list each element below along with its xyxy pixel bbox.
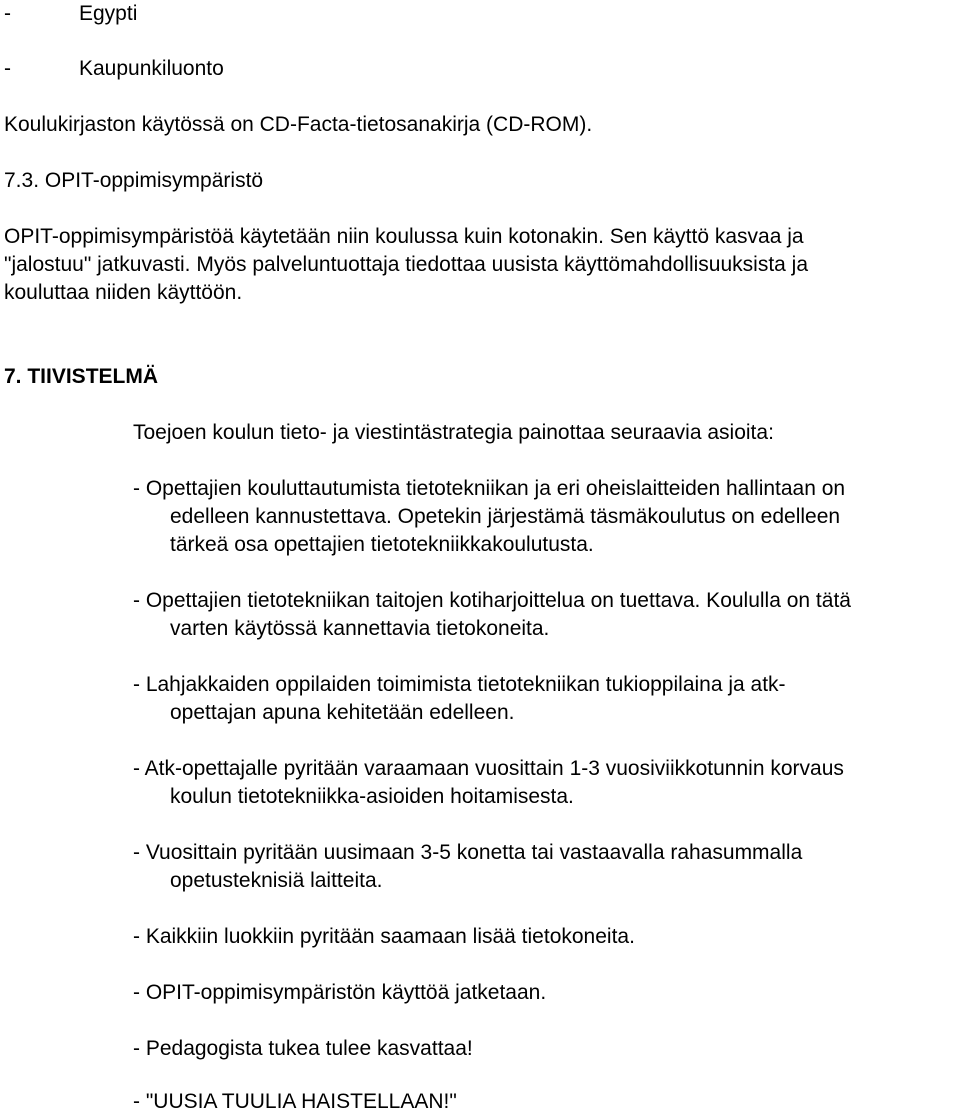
summary-intro: Toejoen koulun tieto- ja viestintästrategia painottaa seuraavia asioita: (133, 421, 774, 444)
summary-item: - Kaikkiin luokkiin pyritään saamaan lisää tietokoneita. (133, 925, 635, 948)
summary-item-cont: opettajan apuna kehitetään edelleen. (170, 701, 515, 724)
summary-item: - Atk-opettajalle pyritään varaamaan vuosittain 1-3 vuosiviikkotunnin korvaus (133, 757, 844, 780)
summary-item-cont: tärkeä osa opettajien tietotekniikkakoulutusta. (170, 533, 594, 556)
paragraph-line: "jalostuu" jatkuvasti. Myös palveluntuottaja tiedottaa uusista käyttömahdollisuuksista ja (4, 253, 809, 276)
summary-item-cont: koulun tietotekniikka-asioiden hoitamisesta. (170, 785, 574, 808)
section-heading-opit: 7.3. OPIT-oppimisympäristö (4, 169, 264, 192)
paragraph-line: kouluttaa niiden käyttöön. (4, 281, 243, 304)
summary-item: - Opettajien kouluttautumista tietotekniikan ja eri oheislaitteiden hallintaan on (133, 477, 846, 500)
list-item-egypti: Egypti (79, 2, 138, 25)
summary-item-cont: edelleen kannustettava. Opetekin järjestämä täsmäkoulutus on edelleen (170, 505, 841, 528)
summary-item: - OPIT-oppimisympäristön käyttöä jatketaan. (133, 981, 547, 1004)
section-heading-tiivistelma: 7. TIIVISTELMÄ (4, 365, 159, 388)
paragraph-cdfacta: Koulukirjaston käytössä on CD-Facta-tietosanakirja (CD-ROM). (4, 113, 593, 136)
summary-item-cont: varten käytössä kannettavia tietokoneita. (170, 617, 550, 640)
summary-item: - Opettajien tietotekniikan taitojen kotiharjoittelua on tuettava. Koululla on tätä (133, 589, 851, 612)
summary-item: - Lahjakkaiden oppilaiden toimimista tietotekniikan tukioppilaina ja atk- (133, 673, 786, 696)
summary-item: - Vuosittain pyritään uusimaan 3-5 konetta tai vastaavalla rahasummalla (133, 841, 803, 864)
summary-item: - Pedagogista tukea tulee kasvattaa! (133, 1037, 473, 1060)
summary-item: - "UUSIA TUULIA HAISTELLAAN!" (133, 1090, 457, 1113)
list-dash: - (4, 57, 11, 80)
summary-item-cont: opetusteknisiä laitteita. (170, 869, 383, 892)
list-item-kaupunkiluonto: Kaupunkiluonto (79, 57, 224, 80)
paragraph-line: OPIT-oppimisympäristöä käytetään niin koulussa kuin kotonakin. Sen käyttö kasvaa ja (4, 225, 804, 248)
list-dash: - (4, 2, 11, 25)
